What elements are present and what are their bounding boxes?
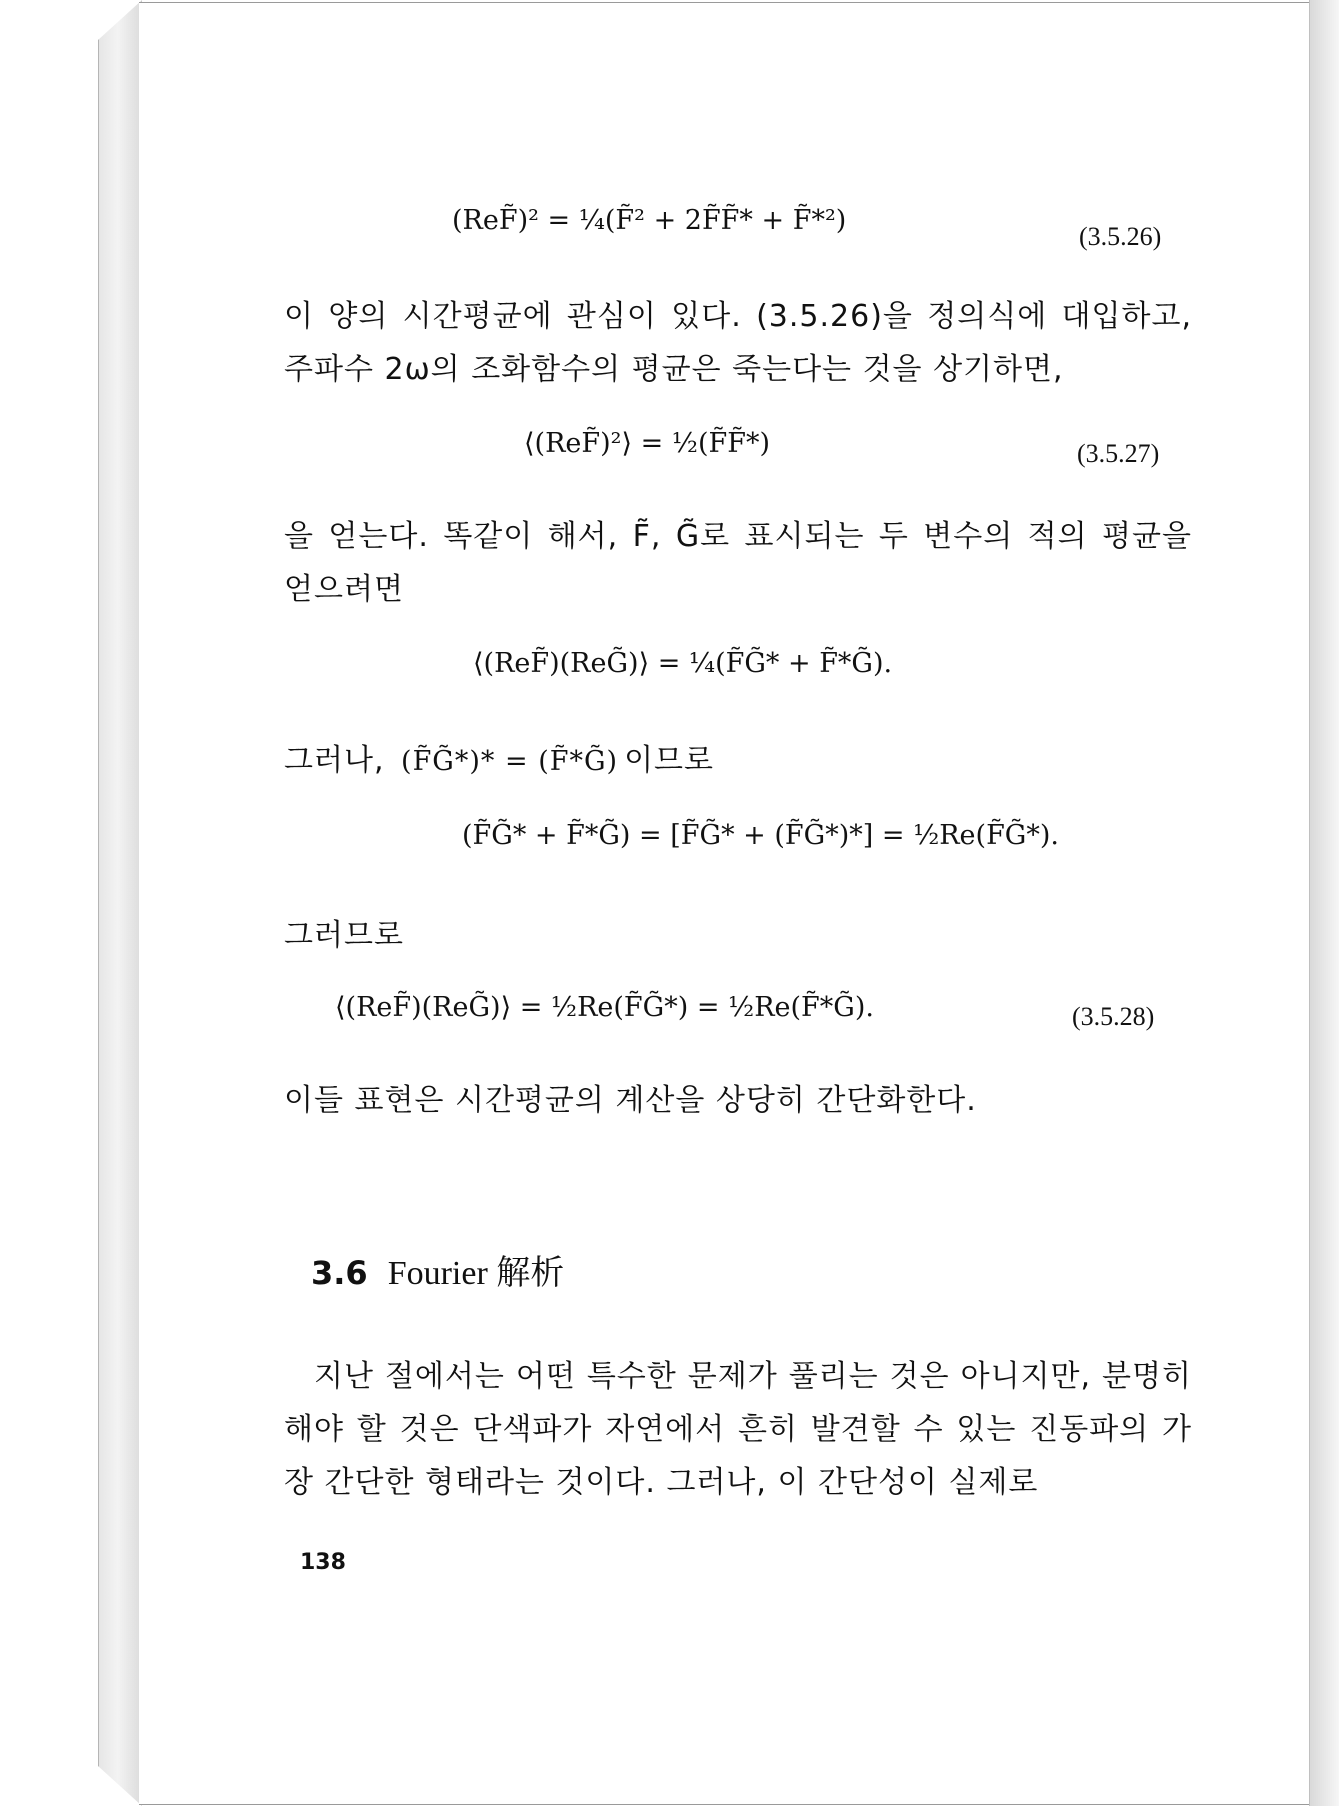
section-heading xyxy=(311,1245,564,1294)
equation-3-5-26: (ReF̃)² = ¼(F̃² + 2F̃F̃* + F̃*²) xyxy=(452,205,847,236)
equation-3-5-28: ⟨(ReF̃)(ReG̃)⟩ = ½Re(F̃G̃*) = ½Re(F̃*G̃). xyxy=(335,992,874,1023)
paragraph-fourier-intro: 지난 절에서는 어떤 특수한 문제가 풀리는 것은 아니지만, 분명히 해야 할 것은 단색파가 자연에서 흔히 발견할 수 있는 진동파의 가장 간단한 형태라는 것이다. 그러나, 이 간단성이 실제로 xyxy=(284,1359,1192,1500)
equation-product-average: ⟨(ReF̃)(ReG̃)⟩ = ¼(F̃G̃* + F̃*G̃). xyxy=(473,648,893,679)
paragraph-product-average: 을 얻는다. 똑같이 해서, F̃, G̃로 표시되는 두 변수의 적의 평균을 얻으려면 xyxy=(284,519,1192,607)
equation-sum: (F̃G̃* + F̃*G̃) = [F̃G̃* + (F̃G̃*)*] = ½Re(F̃G̃*). xyxy=(462,820,1059,851)
equation-label-3-5-28: (3.5.28) xyxy=(1072,1002,1155,1031)
section-number: 3.6 xyxy=(311,1254,368,1292)
line-therefore: 그러므로 xyxy=(284,918,404,953)
however-suffix: 이므로 xyxy=(624,743,715,778)
line-however xyxy=(284,735,714,779)
paragraph-time-average: 이 양의 시간평균에 관심이 있다. (3.5.26)을 정의식에 대입하고, 주파수 2ω의 조화함수의 평균은 죽는다는 것을 상기하면, xyxy=(284,299,1192,387)
section-title: Fourier 解析 xyxy=(387,1255,565,1292)
paragraph-simplification: 이들 표현은 시간평균의 계산을 상당히 간단화한다. xyxy=(284,1083,977,1118)
equation-conjugate: (F̃G̃*)* = (F̃*G̃) xyxy=(401,746,619,777)
equation-3-5-27: ⟨(ReF̃)²⟩ = ½(F̃F̃*) xyxy=(524,428,770,459)
page-number: 138 xyxy=(300,1550,346,1575)
equation-label-3-5-26: (3.5.26) xyxy=(1079,222,1162,251)
equation-label-3-5-27: (3.5.27) xyxy=(1077,439,1160,468)
however-prefix: 그러나, xyxy=(284,743,385,778)
